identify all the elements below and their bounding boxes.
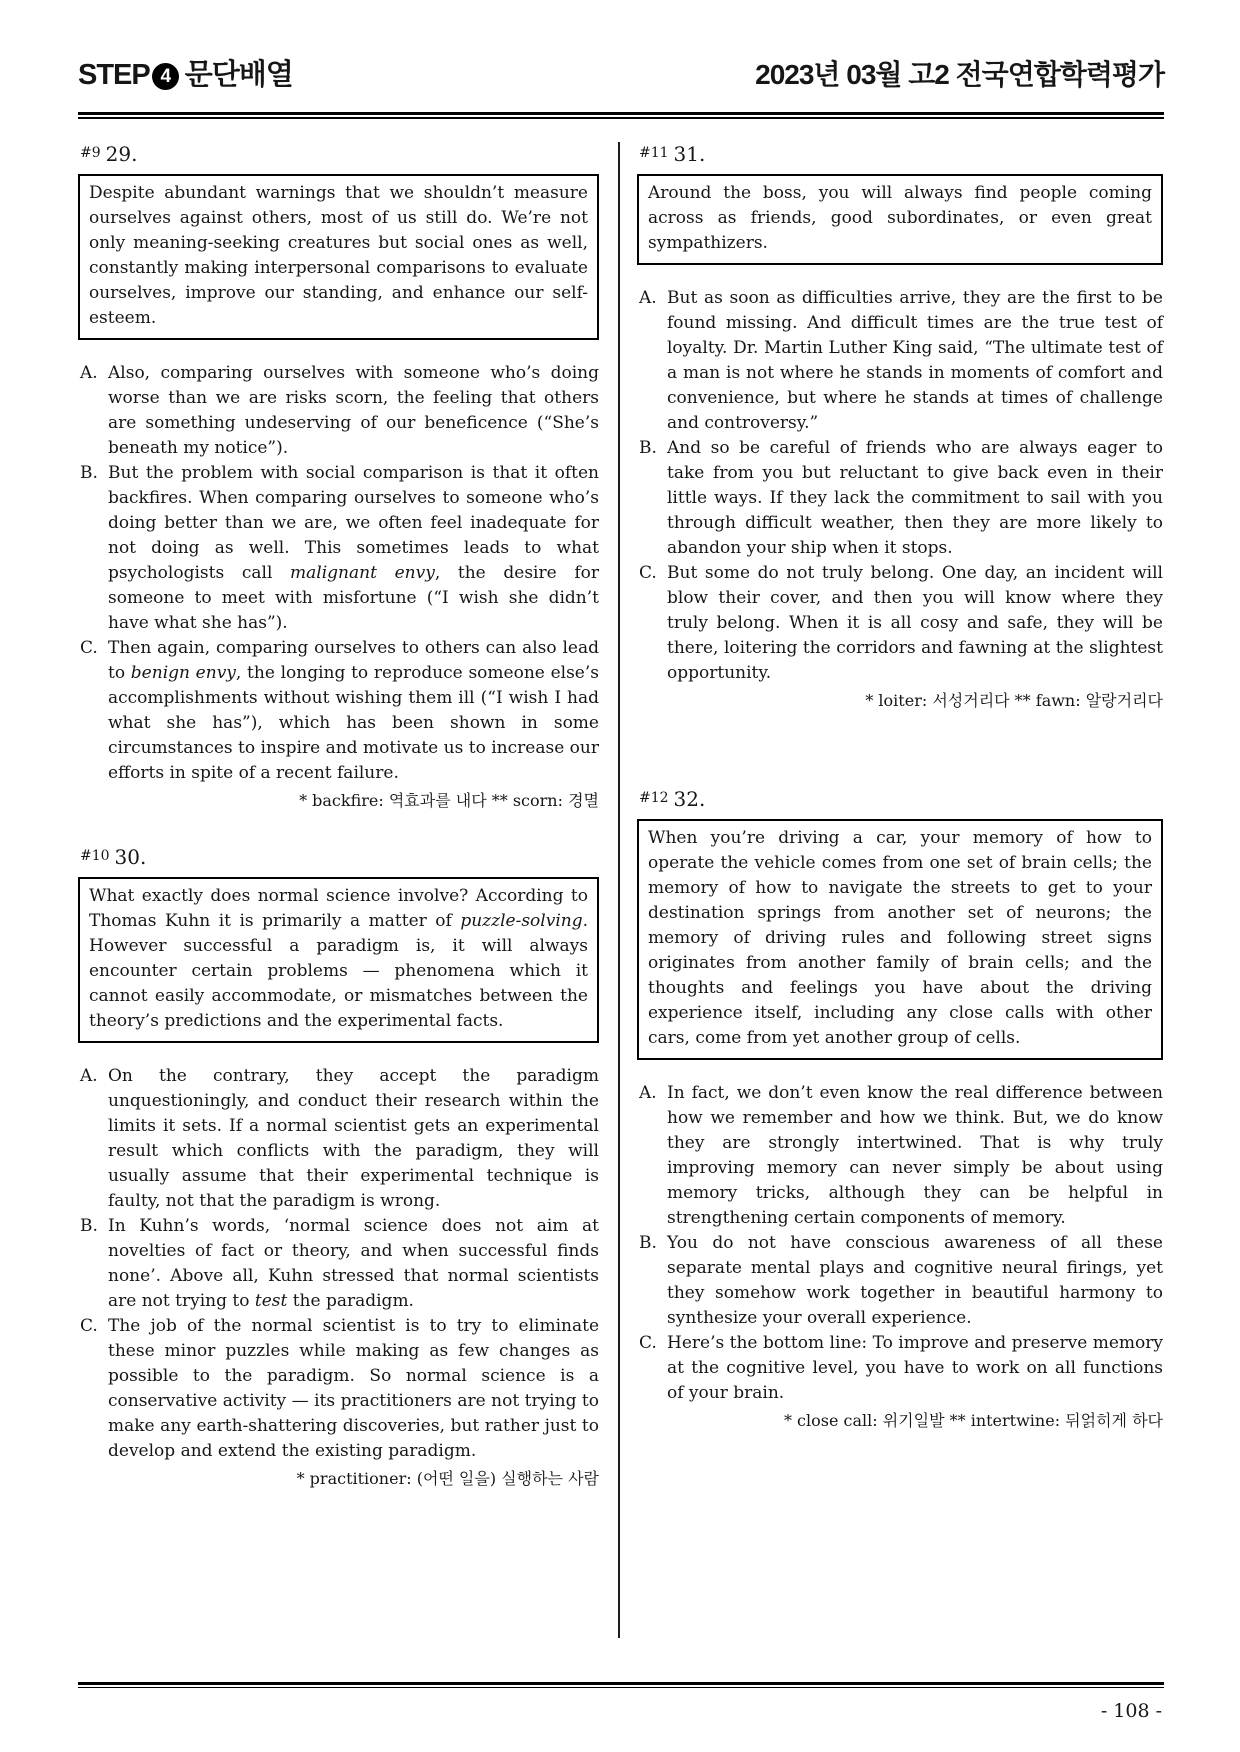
question-number: 31. <box>673 142 706 166</box>
passage-box: When you’re driving a car, your memory of how to operate the vehicle comes from one set of brain cells; the memory of how to navigate the streets to get to your destination springs from another set of neurons; the memory of driving rules and following street signs originates from another family of brain cells; and the thoughts and feelings you have about the driving experience itself, including any close calls with other cars, come from yet another group of cells. <box>637 819 1163 1060</box>
passage-box: Around the boss, you will always find people coming across as friends, good subordinates, or even great sympathizers. <box>637 174 1163 265</box>
footnote: * close call: 위기일발 ** intertwine: 뒤얽히게 하다 <box>783 1411 1163 1430</box>
question-header <box>80 843 599 872</box>
option-C <box>78 1314 599 1464</box>
option-label: A. <box>639 1083 657 1103</box>
exam-title: 2023년 03월 고2 전국연합학력평가 <box>755 59 1164 90</box>
option-label: C. <box>80 638 98 658</box>
question-tag: #12 <box>639 790 669 806</box>
options-list <box>637 1081 1163 1406</box>
option-C <box>637 561 1163 686</box>
footnote: * loiter: 서성거리다 ** fawn: 알랑거리다 <box>865 691 1163 710</box>
option-C <box>78 636 599 786</box>
passage-box: Despite abundant warnings that we shouldn’t measure ourselves against others, most of us still do. We’re not only meaning-seeking creatures but social ones as well, constantly making interpersonal comparisons to evaluate ourselves, improve our standing, and enhance our self-esteem. <box>78 174 599 340</box>
option-B <box>637 1231 1163 1331</box>
option-text: But some do not truly belong. One day, an incident will blow their cover, and then you will know where they truly belong. When it is all cosy and safe, they will be there, loitering the corridors and fawning at the slightest opportunity. <box>667 563 1163 683</box>
option-label: A. <box>80 1066 98 1086</box>
option-label: B. <box>80 1216 98 1236</box>
question-31 <box>637 140 1163 713</box>
question-number: 32. <box>673 787 706 811</box>
option-label: B. <box>639 1233 657 1253</box>
question-header <box>639 140 1163 169</box>
option-text: The job of the normal scientist is to try to eliminate these minor puzzles while making as few changes as possible to the paradigm. So normal science is a conservative activity — its practitioners are not trying to make any earth-shattering discoveries, but rather just to develop and extend the existing paradigm. <box>108 1316 599 1461</box>
option-text: In fact, we don’t even know the real difference between how we remember and how we think. But, we do know they are strongly intertwined. That is why truly improving memory can never simply be about using memory tricks, although they can be helpful in strengthening certain components of memory. <box>667 1083 1163 1228</box>
question-30 <box>78 843 599 1491</box>
step-label <box>78 52 293 93</box>
options-list <box>637 286 1163 686</box>
option-label: A. <box>80 363 98 383</box>
option-text: Then again, comparing ourselves to others can also lead to benign envy, the longing to reproduce someone else’s accomplishments without wishing them ill (“I wish I had what she has”), which has been shown in some circumstances to inspire and motivate us to increase our efforts in spite of a recent failure. <box>108 638 599 783</box>
question-tag: #10 <box>80 848 110 864</box>
option-text: And so be careful of friends who are always eager to take from you but reluctant to give back even in their little ways. If they lack the commitment to sail with you through difficult weather, then they are more likely to abandon your ship when it stops. <box>667 438 1163 558</box>
footnote: * practitioner: (어떤 일을) 실행하는 사람 <box>296 1469 599 1488</box>
option-label: B. <box>639 438 657 458</box>
footnote: * backfire: 역효과를 내다 ** scorn: 경멸 <box>299 791 599 810</box>
option-B <box>78 461 599 636</box>
column-left <box>78 140 599 1491</box>
option-text: On the contrary, they accept the paradigm unquestioningly, and conduct their research within the limits it sets. If a normal scientist gets an experimental result which conflicts with the paradigm, they will usually assume that their experimental technique is faulty, not that the paradigm is wrong. <box>108 1066 599 1211</box>
footer-rule <box>78 1682 1164 1688</box>
question-header <box>80 140 599 169</box>
step-prefix: STEP <box>78 59 150 91</box>
option-label: A. <box>639 288 657 308</box>
option-A <box>78 361 599 461</box>
option-label: C. <box>639 1333 657 1353</box>
question-32 <box>637 785 1163 1433</box>
option-B <box>637 436 1163 561</box>
page-header <box>78 52 1164 93</box>
question-header <box>639 785 1163 814</box>
option-text: But as soon as difficulties arrive, they are the first to be found missing. And difficult times are the true test of loyalty. Dr. Martin Luther King said, “The ultimate test of a man is not where he stands in moments of comfort and convenience, but where he stands at times of challenge and controversy.” <box>667 288 1163 433</box>
option-label: C. <box>80 1316 98 1336</box>
column-divider <box>618 142 620 1638</box>
option-label: B. <box>80 463 98 483</box>
step-number-badge: 4 <box>152 63 179 90</box>
option-A <box>637 1081 1163 1231</box>
option-text: Also, comparing ourselves with someone who’s doing worse than we are risks scorn, the feeling that others are something undeserving of our beneficence (“She’s beneath my notice”). <box>108 363 599 458</box>
option-text: You do not have conscious awareness of all these separate mental plays and cognitive neural firings, yet they somehow work together in beautiful harmony to synthesize your overall experience. <box>667 1233 1163 1328</box>
option-C <box>637 1331 1163 1406</box>
question-number: 30. <box>114 845 147 869</box>
options-list <box>78 1064 599 1464</box>
question-29 <box>78 140 599 813</box>
option-A <box>78 1064 599 1214</box>
option-text: But the problem with social comparison is that it often backfires. When comparing ourselves to someone who’s doing better than we are, we often feel inadequate for not doing as well. This sometimes leads to what psychologists call malignant envy, the desire for someone to meet with misfortune (“I wish she didn’t have what she has”). <box>108 463 599 633</box>
option-text: In Kuhn’s words, ‘normal science does not aim at novelties of fact or theory, and when successful finds none’. Above all, Kuhn stressed that normal scientists are not trying to test the paradigm. <box>108 1216 599 1311</box>
page-number: - 108 - <box>1100 1700 1162 1722</box>
question-tag: #11 <box>639 145 669 161</box>
option-A <box>637 286 1163 436</box>
column-right <box>637 140 1163 1433</box>
step-suffix: 문단배열 <box>184 59 293 91</box>
option-B <box>78 1214 599 1314</box>
question-number: 29. <box>105 142 138 166</box>
header-rule <box>78 112 1164 119</box>
question-tag: #9 <box>80 145 101 161</box>
passage-box: What exactly does normal science involve? According to Thomas Kuhn it is primarily a matter of puzzle-solving. However successful a paradigm is, it will always encounter certain problems — phenomena which it cannot easily accommodate, or mismatches between the theory’s predictions and the experimental facts. <box>78 877 599 1043</box>
option-label: C. <box>639 563 657 583</box>
option-text: Here’s the bottom line: To improve and preserve memory at the cognitive level, you have to work on all functions of your brain. <box>667 1333 1163 1403</box>
options-list <box>78 361 599 786</box>
